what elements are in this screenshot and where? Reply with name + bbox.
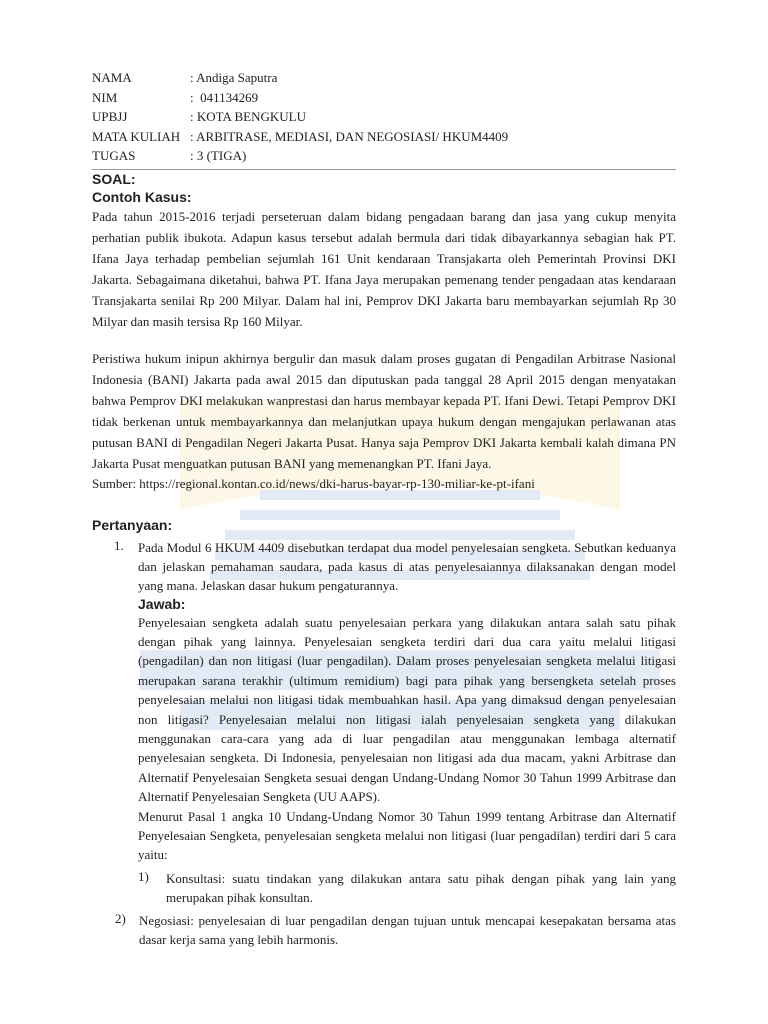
list-item-text: Negosiasi: penyelesaian di luar pengadilan dengan tujuan untuk mencapai kesepakatan bersama atas dasar kerja sama yang lebih harmonis. bbox=[139, 912, 676, 947]
mata-kuliah-value: : ARBITRASE, MEDIASI, DAN NEGOSIASI/ HKUM4409 bbox=[190, 128, 509, 144]
contoh-kasus-heading: Contoh Kasus: bbox=[92, 188, 192, 205]
section-gap bbox=[92, 493, 676, 516]
question-item-1 bbox=[114, 538, 676, 595]
upbjj-value: : KOTA BENGKULU bbox=[190, 109, 306, 124]
case-paragraph-1: Pada tahun 2015-2016 terjadi perseteruan dalam bidang pengadaan barang dan jasa yang cukup menyita perhatian publik ibukota. Adapun kasus tersebut adalah bermula dari tidak dibayarkannya sebagian hak PT. Ifana Jaya terhadap pembelian sejumlah 161 Unit kendaraan Transjakarta oleh Pemerintah Provinsi DKI Jakarta. Sebagaimana diketahui, bahwa PT. Ifana Jaya merupakan pemenang tender pengadaan atas kendaraan Transjakarta senilai Rp 200 Milyar. Dalam hal ini, Pemprov DKI Jakarta baru membayarkan sejumlah Rp 30 Milyar dan masih tersisa Rp 160 Milyar. bbox=[92, 208, 676, 329]
assignment-document bbox=[92, 68, 676, 949]
paragraph-gap bbox=[92, 332, 676, 348]
identity-row-nim bbox=[92, 88, 676, 108]
list-item-number: 2) bbox=[115, 910, 126, 926]
jawab-heading: Jawab: bbox=[138, 595, 186, 612]
answer-list-item-1 bbox=[138, 869, 676, 907]
nama-value: : Andiga Saputra bbox=[190, 70, 278, 85]
mata-kuliah-label: MATA KULIAH bbox=[92, 128, 181, 144]
soal-heading: SOAL: bbox=[92, 170, 136, 187]
answer-paragraph-1: Penyelesaian sengketa adalah suatu penyelesaian perkara yang dilakukan antara salah satu pihak dengan pihak yang lainnya. Penyelesaian sengketa terdiri dari dua cara yaitu melalui litigasi (pengadilan) dan non litigasi (luar pengadilan). Dalam proses penyelesaian sengketa melalui litigasi merupakan sarana terakhir (ultimum remidium) bagi para pihak yang bersengketa setelah proses penyelesaian melalui non litigasi tidak membuahkan hasil. Apa yang dimaksud dengan penyelesaian non litigasi? Penyelesaian melalui non litigasi ialah penyelesaian sengketa yang dilakukan menggunakan cara-cara yang ada di luar pengadilan atau menggunakan lembaga alternatif penyelesaian sengketa. Di Indonesia, penyelesaian non litigasi ada dua macam, yakni Arbitrase dan Alternatif Penyelesaian Sengketa sesuai dengan Undang-Undang Nomor 30 Tahun 1999 Arbitrase dan Alternatif Penyelesaian Sengketa (UU AAPS). bbox=[138, 614, 676, 805]
identity-row-upbjj bbox=[92, 107, 676, 127]
upbjj-label: UPBJJ bbox=[92, 109, 128, 124]
identity-row-mata-kuliah bbox=[92, 127, 676, 147]
source-citation: Sumber: https://regional.kontan.co.id/news/dki-harus-bayar-rp-130-miliar-ke-pt-ifani bbox=[92, 475, 535, 491]
nama-label: NAMA bbox=[92, 70, 132, 85]
question-text: Pada Modul 6 HKUM 4409 disebutkan terdapat dua model penyelesaian sengketa. Sebutkan keduanya dan jelaskan pemahaman saudara, pada kasus di atas penyelesaiannya dilaksanakan dengan model yang mana. Jelaskan dasar hukum pengaturannya. bbox=[138, 539, 676, 593]
tugas-value: : 3 (TIGA) bbox=[190, 148, 247, 163]
nim-value: : 041134269 bbox=[190, 89, 259, 105]
case-paragraph-2: Peristiwa hukum inipun akhirnya bergulir dan masuk dalam proses gugatan di Pengadilan Arbitrase Nasional Indonesia (BANI) Jakarta pada awal 2015 dan diputuskan pada tanggal 28 April 2015 dengan menyatakan bahwa Pemprov DKI melakukan wanprestasi dan harus membayar kepada PT. Ifani Dewi. Tetapi Pemprov DKI tidak berkenan untuk membayarkannya dan melanjutkan upaya hukum dengan mengajukan perlawanan atas putusan BANI di Pengadilan Negeri Jakarta Pusat. Hanya saja Pemprov DKI Jakarta kembali kalah dimana PN Jakarta Pusat menguatkan putusan BANI yang memenangkan PT. Ifani Jaya. bbox=[92, 350, 676, 471]
identity-row-tugas bbox=[92, 146, 676, 166]
question-number: 1. bbox=[114, 537, 124, 553]
tugas-label: TUGAS bbox=[92, 148, 136, 163]
identity-row-nama bbox=[92, 68, 676, 88]
nim-label: NIM bbox=[92, 89, 118, 105]
identity-block bbox=[92, 68, 676, 170]
list-item-text: Konsultasi: suatu tindakan yang dilakukan antara satu pihak dengan pihak yang lain yang merupakan pihak konsultan. bbox=[166, 870, 676, 905]
pertanyaan-heading: Pertanyaan: bbox=[92, 516, 173, 533]
list-item-number: 1) bbox=[138, 868, 149, 884]
answer-paragraph-2: Menurut Pasal 1 angka 10 Undang-Undang Nomor 30 Tahun 1999 tentang Arbitrase dan Alternatif Penyelesaian Sengketa, penyelesaian sengketa melalui non litigasi (luar pengadilan) terdiri dari 5 cara yaitu: bbox=[138, 808, 676, 863]
answer-list-item-2 bbox=[115, 911, 676, 949]
answer-block bbox=[138, 595, 676, 865]
